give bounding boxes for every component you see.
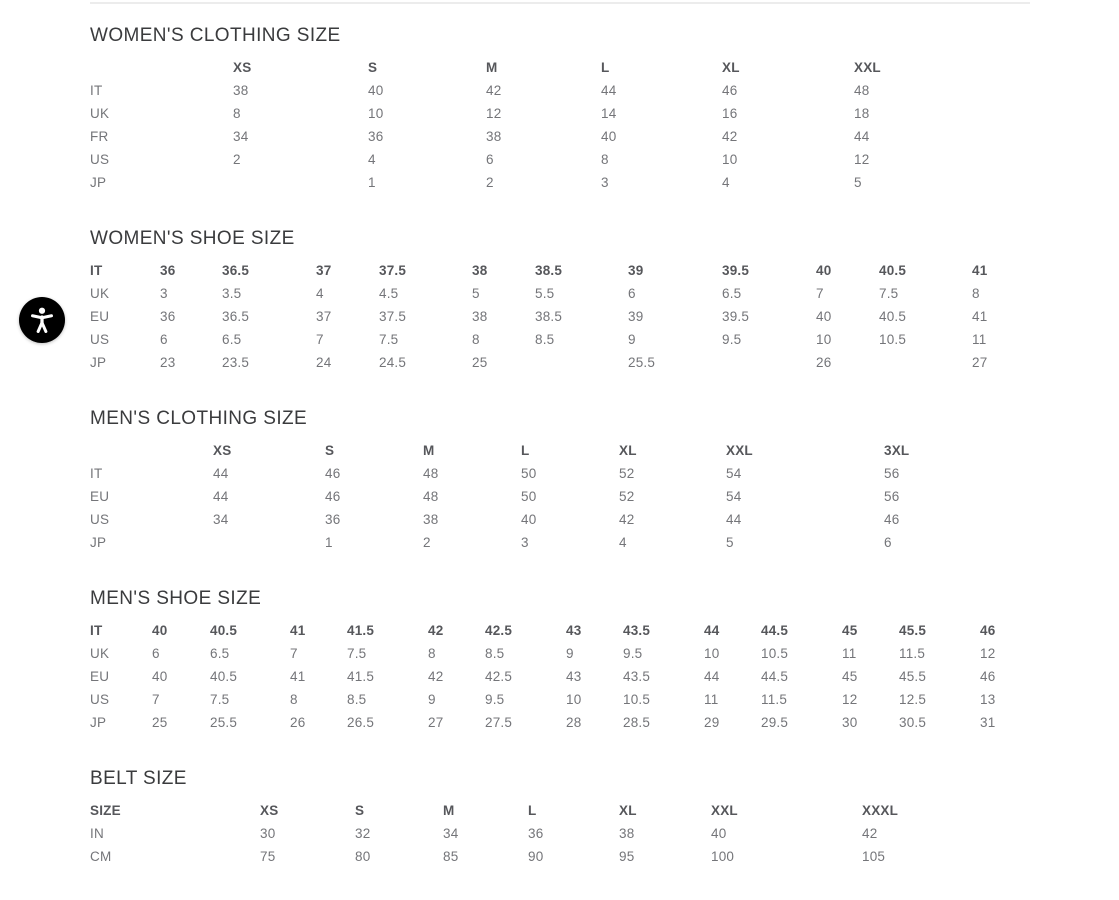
size-cell: 45	[842, 669, 858, 684]
size-cell: 3	[601, 175, 609, 190]
size-cell: 8	[601, 152, 609, 167]
size-table	[90, 56, 1030, 194]
column-header: 43	[566, 623, 582, 638]
size-cell: 52	[619, 466, 635, 481]
size-cell: 46	[325, 466, 341, 481]
size-cell: 26.5	[347, 715, 375, 730]
size-cell: 7	[290, 646, 298, 661]
size-section	[90, 588, 1030, 734]
size-cell: 8.5	[347, 692, 367, 707]
section-title: WOMEN'S CLOTHING SIZE	[90, 25, 341, 46]
table-header-row	[90, 799, 1030, 822]
size-cell: 36	[325, 512, 341, 527]
size-cell: 40.5	[879, 309, 907, 324]
size-cell: 4	[316, 286, 324, 301]
table-row	[90, 305, 1030, 328]
accessibility-widget-button[interactable]	[19, 297, 65, 343]
table-header-row	[90, 619, 1030, 642]
size-cell: 80	[355, 849, 371, 864]
size-cell: 40	[368, 83, 384, 98]
size-cell: 42	[862, 826, 878, 841]
row-label: UK	[90, 646, 110, 661]
size-cell: 43.5	[623, 669, 651, 684]
size-cell: 18	[854, 106, 870, 121]
size-cell: 25	[152, 715, 168, 730]
size-cell: 24	[316, 355, 332, 370]
column-header: L	[601, 60, 610, 75]
size-cell: 46	[722, 83, 738, 98]
size-cell: 25.5	[210, 715, 238, 730]
size-cell: 10	[722, 152, 738, 167]
row-label: EU	[90, 489, 110, 504]
size-cell: 48	[423, 489, 439, 504]
size-cell	[233, 171, 368, 194]
column-header: 43.5	[623, 623, 651, 638]
table-row	[90, 462, 1030, 485]
size-cell: 56	[884, 466, 900, 481]
size-cell: 11.5	[899, 646, 926, 661]
table-row	[90, 485, 1030, 508]
section-title: MEN'S SHOE SIZE	[90, 588, 262, 609]
column-header: XL	[722, 60, 740, 75]
column-header: 38	[472, 263, 488, 278]
size-cell: 41	[972, 309, 988, 324]
size-cell: 44	[704, 669, 720, 684]
column-header: XXL	[726, 443, 753, 458]
column-header: 39	[628, 263, 644, 278]
size-cell: 105	[862, 849, 886, 864]
table-header-row	[90, 259, 1030, 282]
size-cell: 32	[355, 826, 371, 841]
table-row	[90, 79, 1030, 102]
table-row	[90, 845, 1030, 868]
size-cell: 24.5	[379, 355, 407, 370]
column-header: 45	[842, 623, 858, 638]
size-cell: 12	[854, 152, 870, 167]
row-label: IN	[90, 826, 104, 841]
column-header: XXL	[711, 803, 738, 818]
table-row	[90, 711, 1030, 734]
column-header: 40	[816, 263, 832, 278]
size-cell: 27	[972, 355, 988, 370]
column-header: M	[423, 443, 435, 458]
size-cell: 5.5	[535, 286, 555, 301]
size-cell: 10.5	[623, 692, 651, 707]
column-header: 46	[980, 623, 996, 638]
size-cell: 95	[619, 849, 635, 864]
size-cell: 6.5	[722, 286, 742, 301]
size-cell: 44	[601, 83, 617, 98]
size-cell: 28.5	[623, 715, 651, 730]
table-row	[90, 148, 1030, 171]
size-cell: 34	[233, 129, 249, 144]
column-header: XL	[619, 803, 637, 818]
size-cell: 7.5	[347, 646, 367, 661]
column-header: 44	[704, 623, 720, 638]
row-label: UK	[90, 286, 110, 301]
column-header: 38.5	[535, 263, 563, 278]
size-cell: 4	[368, 152, 376, 167]
size-cell: 43	[566, 669, 582, 684]
table-row	[90, 531, 1030, 554]
column-header: S	[368, 60, 378, 75]
row-label: US	[90, 152, 110, 167]
size-cell: 8	[972, 286, 980, 301]
size-section	[90, 228, 1030, 374]
table-row	[90, 102, 1030, 125]
size-cell: 4	[619, 535, 627, 550]
row-label: UK	[90, 106, 110, 121]
section-title: WOMEN'S SHOE SIZE	[90, 228, 295, 249]
column-header: 41	[290, 623, 306, 638]
size-cell: 50	[521, 466, 537, 481]
size-cell: 10.5	[761, 646, 789, 661]
section-title: BELT SIZE	[90, 768, 187, 789]
table-row	[90, 328, 1030, 351]
size-cell: 23.5	[222, 355, 250, 370]
size-cell: 11	[972, 332, 987, 347]
size-cell: 56	[884, 489, 900, 504]
column-header: 45.5	[899, 623, 927, 638]
size-cell: 36	[368, 129, 384, 144]
size-cell: 9.5	[722, 332, 742, 347]
column-header: IT	[90, 623, 103, 638]
table-row	[90, 822, 1030, 845]
row-label: JP	[90, 175, 107, 190]
size-cell: 12	[842, 692, 858, 707]
size-cell: 45.5	[899, 669, 927, 684]
size-cell: 3	[521, 535, 529, 550]
size-cell: 11	[704, 692, 719, 707]
size-cell: 7.5	[879, 286, 899, 301]
size-guide-content	[90, 0, 1030, 868]
size-cell: 25.5	[628, 355, 656, 370]
size-cell: 85	[443, 849, 459, 864]
size-cell: 44	[213, 466, 229, 481]
size-section	[90, 768, 1030, 868]
section-title: MEN'S CLOTHING SIZE	[90, 408, 308, 429]
size-cell: 11	[842, 646, 857, 661]
size-cell: 48	[423, 466, 439, 481]
size-cell: 12.5	[899, 692, 927, 707]
size-cell: 4	[722, 175, 730, 190]
row-label: US	[90, 512, 110, 527]
size-cell: 38.5	[535, 309, 563, 324]
column-header: 37.5	[379, 263, 407, 278]
size-cell: 37	[316, 309, 332, 324]
size-cell: 3.5	[222, 286, 242, 301]
column-header: XS	[213, 443, 232, 458]
size-cell: 42	[486, 83, 502, 98]
row-label: IT	[90, 83, 103, 98]
size-cell: 30.5	[899, 715, 927, 730]
column-header: 3XL	[884, 443, 910, 458]
size-cell: 54	[726, 489, 742, 504]
size-cell: 75	[260, 849, 276, 864]
size-cell: 9	[628, 332, 636, 347]
size-cell: 39	[628, 309, 644, 324]
size-cell: 6	[160, 332, 168, 347]
column-header: 44.5	[761, 623, 789, 638]
size-section	[90, 408, 1030, 554]
size-cell: 38	[423, 512, 439, 527]
size-cell: 34	[443, 826, 459, 841]
size-cell: 13	[980, 692, 996, 707]
column-header: 39.5	[722, 263, 750, 278]
size-cell: 5	[726, 535, 734, 550]
row-label: CM	[90, 849, 112, 864]
top-divider	[90, 2, 1030, 4]
size-cell: 6.5	[222, 332, 242, 347]
size-cell: 7.5	[210, 692, 230, 707]
column-header: 40.5	[879, 263, 907, 278]
size-cell	[213, 531, 325, 554]
size-cell: 36	[528, 826, 544, 841]
row-label: US	[90, 692, 110, 707]
column-header: 42.5	[485, 623, 513, 638]
size-cell: 4.5	[379, 286, 399, 301]
size-cell: 46	[980, 669, 996, 684]
size-cell: 30	[260, 826, 276, 841]
size-cell: 41.5	[347, 669, 375, 684]
size-cell: 6	[628, 286, 636, 301]
size-tables	[90, 25, 1030, 868]
size-cell: 40	[152, 669, 168, 684]
column-header: 40.5	[210, 623, 238, 638]
size-table	[90, 619, 1030, 734]
size-cell: 27	[428, 715, 444, 730]
size-cell: 25	[472, 355, 488, 370]
size-cell: 40	[711, 826, 727, 841]
column-header: 42	[428, 623, 444, 638]
accessibility-person-icon	[27, 305, 57, 335]
size-cell: 44	[726, 512, 742, 527]
table-row	[90, 688, 1030, 711]
size-cell: 40	[601, 129, 617, 144]
size-cell: 9	[428, 692, 436, 707]
column-header: S	[355, 803, 365, 818]
size-cell: 12	[486, 106, 502, 121]
size-cell	[879, 351, 972, 374]
size-cell: 6	[486, 152, 494, 167]
size-cell: 40	[521, 512, 537, 527]
size-cell: 27.5	[485, 715, 513, 730]
table-row	[90, 665, 1030, 688]
size-cell: 23	[160, 355, 176, 370]
size-cell: 26	[290, 715, 306, 730]
table-header-row	[90, 439, 1030, 462]
size-cell: 36.5	[222, 309, 250, 324]
size-cell: 9.5	[485, 692, 505, 707]
size-cell: 3	[160, 286, 168, 301]
row-label: JP	[90, 535, 107, 550]
size-cell: 8	[290, 692, 298, 707]
row-label: FR	[90, 129, 109, 144]
column-header: XXL	[854, 60, 881, 75]
column-header: M	[486, 60, 498, 75]
row-label: JP	[90, 715, 107, 730]
size-cell: 44.5	[761, 669, 789, 684]
size-cell: 34	[213, 512, 229, 527]
size-cell: 44	[854, 129, 870, 144]
size-cell: 12	[980, 646, 996, 661]
size-table	[90, 799, 1030, 868]
column-header: S	[325, 443, 335, 458]
size-cell: 8	[472, 332, 480, 347]
size-cell: 42	[722, 129, 738, 144]
column-header: XS	[233, 60, 252, 75]
size-cell: 9.5	[623, 646, 643, 661]
size-cell: 8	[233, 106, 241, 121]
column-header	[90, 56, 233, 79]
size-cell: 7.5	[379, 332, 399, 347]
size-cell: 1	[368, 175, 376, 190]
size-table	[90, 259, 1030, 374]
size-cell: 10	[704, 646, 720, 661]
table-row	[90, 125, 1030, 148]
size-table	[90, 439, 1030, 554]
size-cell: 10.5	[879, 332, 907, 347]
size-cell: 11.5	[761, 692, 788, 707]
size-cell: 44	[213, 489, 229, 504]
size-cell: 6.5	[210, 646, 230, 661]
size-cell: 38	[619, 826, 635, 841]
size-cell: 14	[601, 106, 617, 121]
size-cell: 7	[316, 332, 324, 347]
column-header: 36.5	[222, 263, 250, 278]
size-cell: 38	[233, 83, 249, 98]
size-cell: 2	[233, 152, 241, 167]
table-row	[90, 171, 1030, 194]
row-label: US	[90, 332, 110, 347]
column-header: 37	[316, 263, 332, 278]
size-cell: 8	[428, 646, 436, 661]
size-cell: 5	[472, 286, 480, 301]
size-cell: 39.5	[722, 309, 750, 324]
column-header: M	[443, 803, 455, 818]
size-cell: 6	[152, 646, 160, 661]
column-header: XXXL	[862, 803, 899, 818]
size-cell: 46	[884, 512, 900, 527]
size-cell: 7	[152, 692, 160, 707]
table-row	[90, 351, 1030, 374]
column-header: 36	[160, 263, 176, 278]
size-cell: 40	[816, 309, 832, 324]
size-cell: 90	[528, 849, 544, 864]
size-cell: 5	[854, 175, 862, 190]
size-cell: 9	[566, 646, 574, 661]
row-label: IT	[90, 466, 103, 481]
size-section	[90, 25, 1030, 194]
table-header-row	[90, 56, 1030, 79]
column-header: XS	[260, 803, 279, 818]
size-cell: 10	[368, 106, 384, 121]
column-header: 40	[152, 623, 168, 638]
size-cell: 50	[521, 489, 537, 504]
size-cell: 31	[980, 715, 996, 730]
column-header: 41	[972, 263, 988, 278]
size-cell: 26	[816, 355, 832, 370]
size-cell: 10	[566, 692, 582, 707]
size-cell: 37.5	[379, 309, 407, 324]
column-header: IT	[90, 263, 103, 278]
size-cell: 52	[619, 489, 635, 504]
row-label: JP	[90, 355, 107, 370]
column-header: L	[521, 443, 530, 458]
size-cell: 38	[486, 129, 502, 144]
size-cell: 1	[325, 535, 333, 550]
size-cell: 36	[160, 309, 176, 324]
size-cell: 8.5	[485, 646, 505, 661]
size-cell: 10	[816, 332, 832, 347]
column-header: XL	[619, 443, 637, 458]
size-cell	[722, 351, 816, 374]
size-cell: 30	[842, 715, 858, 730]
size-cell: 42.5	[485, 669, 513, 684]
row-label: EU	[90, 309, 110, 324]
size-cell: 100	[711, 849, 735, 864]
column-header: SIZE	[90, 803, 121, 818]
size-cell: 28	[566, 715, 582, 730]
size-cell: 29.5	[761, 715, 789, 730]
size-cell: 42	[619, 512, 635, 527]
size-cell: 48	[854, 83, 870, 98]
size-cell	[535, 351, 628, 374]
size-cell: 7	[816, 286, 824, 301]
column-header	[90, 439, 213, 462]
size-cell: 2	[486, 175, 494, 190]
size-cell: 54	[726, 466, 742, 481]
size-cell: 8.5	[535, 332, 555, 347]
size-cell: 42	[428, 669, 444, 684]
column-header: L	[528, 803, 537, 818]
table-row	[90, 508, 1030, 531]
size-cell: 41	[290, 669, 306, 684]
table-row	[90, 282, 1030, 305]
size-cell: 29	[704, 715, 720, 730]
size-cell: 16	[722, 106, 738, 121]
row-label: EU	[90, 669, 110, 684]
size-cell: 2	[423, 535, 431, 550]
size-cell: 46	[325, 489, 341, 504]
table-row	[90, 642, 1030, 665]
size-cell: 38	[472, 309, 488, 324]
column-header: 41.5	[347, 623, 375, 638]
size-cell: 6	[884, 535, 892, 550]
size-cell: 40.5	[210, 669, 238, 684]
